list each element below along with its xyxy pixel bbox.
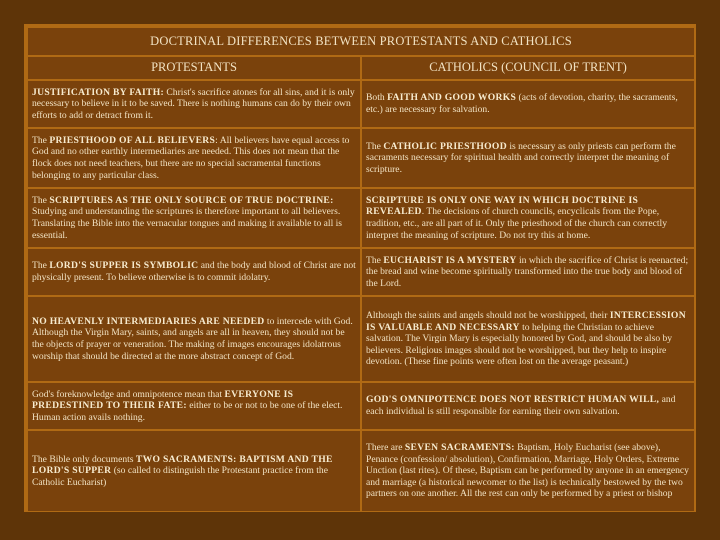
cell-highlight: TWO SACRAMENTS: BAPTISM AND THE LORD'S SUPPER — [32, 453, 333, 477]
cell-highlight: SEVEN SACRAMENTS: — [404, 442, 515, 454]
cell-text: . The decisions of church councils, encyclicals from the Pope, tradition, etc., are all part of it. Only the priesthood of the church can correctly interpret the meaning of scripture. Do not try this at home. — [366, 206, 668, 241]
cell-text: There are — [366, 442, 405, 454]
catholic-cell — [362, 81, 694, 127]
cell-text: Both — [366, 92, 388, 104]
protestant-cell — [28, 81, 360, 127]
cell-text: The — [32, 134, 50, 146]
table-row — [28, 129, 694, 187]
cell-highlight: FAITH AND GOOD WORKS — [387, 92, 517, 104]
cell-text: and the body and blood of Christ are not physically present. To believe otherwise is to commit idolatry. — [32, 260, 356, 283]
protestant-cell — [28, 383, 360, 429]
cell-text: is necessary as only priests can perform the sacraments necessary for spiritual health and correctly interpret the meaning of scripture. — [366, 140, 676, 175]
table-row — [28, 297, 694, 381]
cell-text: The — [32, 260, 50, 272]
cell-highlight: SCRIPTURE IS ONLY ONE WAY IN WHICH DOCTRINE IS REVEALED — [366, 194, 639, 218]
slide-frame — [24, 24, 696, 512]
catholic-cell — [362, 383, 694, 429]
protestant-cell — [28, 297, 360, 381]
cell-text: in which the sacrifice of Christ is reenacted; the bread and wine become spiritually transformed into the true body and blood of the Lord. — [366, 254, 689, 289]
cell-highlight: CATHOLIC PRIESTHOOD — [383, 140, 507, 152]
catholic-cell — [362, 189, 694, 247]
cell-highlight: NO HEAVENLY INTERMEDIARIES ARE NEEDED — [32, 315, 265, 327]
protestant-cell — [28, 189, 360, 247]
cell-text: The Bible only documents — [32, 453, 136, 465]
cell-highlight: SCRIPTURES AS THE ONLY SOURCE OF TRUE DOCTRINE: — [49, 194, 334, 206]
cell-text: Baptism, Holy Eucharist (see above), Penance (confession/ absolution), Confirmation, Marriage, Holy Orders, Extreme Unction (last rites). Of these, Baptism can be performed by anyone in an emergency and marriage (a historical newcomer to the list) is technically bestowed by the two partners on one another. All the rest can only be performed by a priest or bishop — [366, 442, 689, 500]
table-row — [28, 249, 694, 295]
cell-text: God's foreknowledge and omnipotence mean that — [32, 388, 225, 400]
cell-highlight: JUSTIFICATION BY FAITH: — [32, 86, 164, 98]
cell-highlight: INTERCESSION IS VALUABLE AND NECESSARY — [366, 310, 686, 333]
cell-text: and each individual is still responsible for earning their own salvation. — [366, 394, 676, 417]
cell-text: The — [366, 140, 384, 152]
cell-text: Studying and understanding the scriptures is therefore important to all believers. Translating the Bible into the vernacular tongues and making it available to all is essential. — [32, 206, 343, 241]
protestant-cell — [28, 129, 360, 187]
cell-text: to intercede with God. Although the Virgin Mary, saints, and angels are all in heaven, they should not be the objects of prayer or veneration. The making of images encourages idolatrous worship that should be directed at the more abstract concept of God. — [32, 315, 353, 362]
cell-highlight: PRIESTHOOD OF ALL BELIEVERS — [49, 134, 216, 146]
catholic-cell — [362, 249, 694, 295]
header-protestants: PROTESTANTS — [28, 57, 360, 79]
protestant-cell — [28, 431, 360, 511]
cell-highlight: GOD'S OMNIPOTENCE DOES NOT RESTRICT HUMAN WILL, — [366, 394, 660, 406]
table-row — [28, 383, 694, 429]
table-row — [28, 431, 694, 511]
header-catholics: CATHOLICS (COUNCIL OF TRENT) — [362, 57, 694, 79]
catholic-cell — [362, 431, 694, 511]
cell-text: either to be or not to be one of the elect. Human action avails nothing. — [32, 400, 343, 423]
cell-text: to helping the Christian to achieve salvation. The Virgin Mary is especially honored by God, and should be also by believers. Religious images should not be worshipped, but they help to inspire devotion. (These fine points were often lost on the average peasant.) — [366, 321, 673, 368]
cell-text: Although the saints and angels should not be worshipped, their — [366, 310, 610, 322]
catholic-cell — [362, 129, 694, 187]
cell-text: (acts of devotion, charity, the sacraments, etc.) are necessary for salvation. — [366, 92, 678, 115]
cell-highlight: EUCHARIST IS A MYSTERY — [383, 254, 517, 266]
cell-text: : All believers have equal access to God and no other earthly intermediaries are needed. This does not mean that the flock does not need teachers, but there are no special sacramental functions belonging to any particular class. — [32, 134, 350, 181]
table-title: DOCTRINAL DIFFERENCES BETWEEN PROTESTANTS AND CATHOLICS — [28, 28, 694, 55]
catholic-cell — [362, 297, 694, 381]
cell-highlight: LORD'S SUPPER IS SYMBOLIC — [49, 260, 199, 272]
cell-text: The — [32, 194, 50, 206]
table-row — [28, 81, 694, 127]
table-row — [28, 189, 694, 247]
protestant-cell — [28, 249, 360, 295]
cell-text: The — [366, 254, 384, 266]
cell-text: (so called to distinguish the Protestant practice from the Catholic Eucharist) — [32, 465, 328, 488]
cell-highlight: EVERYONE IS PREDESTINED TO THEIR FATE: — [32, 388, 294, 412]
cell-text: Christ's sacrifice atones for all sins, and it is only necessary to believe in it to be saved. There is nothing humans can do by their own efforts to add or detract from it. — [32, 86, 355, 121]
comparison-table — [26, 26, 696, 513]
